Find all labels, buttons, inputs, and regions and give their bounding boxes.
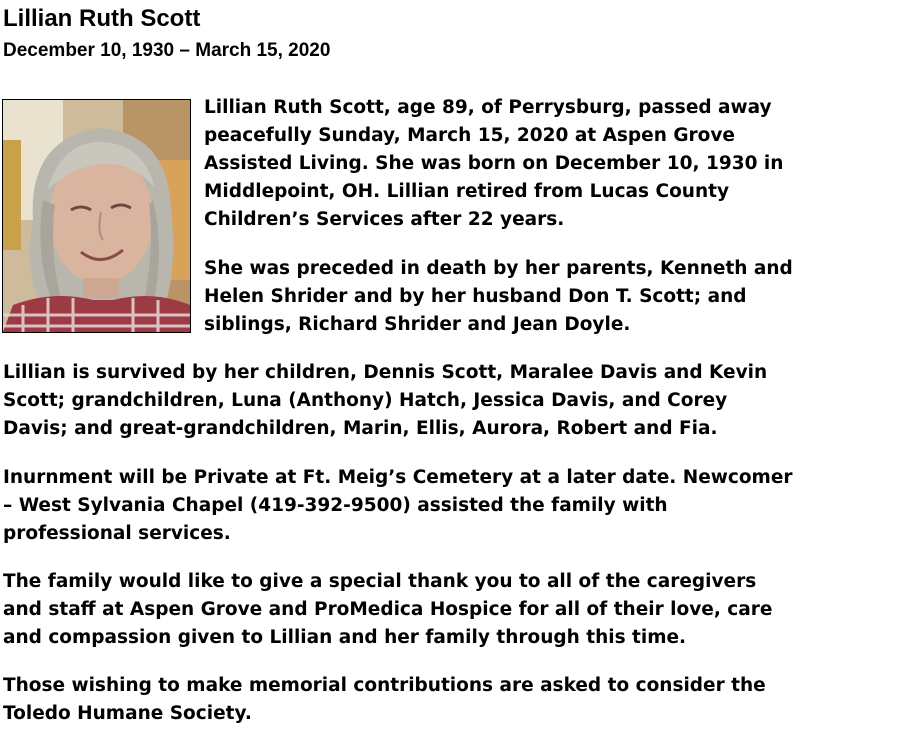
text-line: Helen Shrider and by her husband Don T. Scott; and [204, 286, 747, 307]
life-dates: December 10, 1930 – March 15, 2020 [3, 40, 331, 61]
text-line: and compassion given to Lillian and her family through this time. [3, 627, 687, 648]
paragraph-thank-you [3, 568, 772, 652]
paragraph-memorial-contributions [3, 672, 766, 728]
text-line: Children’s Services after 22 years. [204, 209, 565, 230]
paragraph-preceded-in-death [204, 255, 793, 339]
text-line: She was preceded in death by her parents, Kenneth and [204, 258, 793, 279]
paragraph-survived-by [3, 359, 767, 443]
text-line: Davis; and great-grandchildren, Marin, Ellis, Aurora, Robert and Fia. [3, 418, 718, 439]
text-line: professional services. [3, 523, 231, 544]
text-line: Assisted Living. She was born on December 10, 1930 in [204, 153, 784, 174]
text-line: and staff at Aspen Grove and ProMedica Hospice for all of their love, care [3, 599, 773, 620]
text-line: – West Sylvania Chapel (419-392-9500) assisted the family with [3, 495, 668, 516]
text-line: siblings, Richard Shrider and Jean Doyle. [204, 314, 631, 335]
text-line: Those wishing to make memorial contributions are asked to consider the [3, 675, 766, 696]
portrait-photo [2, 99, 191, 333]
text-line: Lillian is survived by her children, Dennis Scott, Maralee Davis and Kevin [3, 362, 768, 383]
text-line: The family would like to give a special thank you to all of the caregivers [3, 571, 757, 592]
paragraph-biography [204, 94, 783, 234]
text-line: Scott; grandchildren, Luna (Anthony) Hatch, Jessica Davis, and Corey [3, 390, 728, 411]
paragraph-inurnment [3, 464, 792, 548]
text-line: Middlepoint, OH. Lillian retired from Lucas County [204, 181, 730, 202]
text-line: Toledo Humane Society. [3, 703, 252, 724]
text-line: Inurnment will be Private at Ft. Meig’s Cemetery at a later date. Newcomer [3, 467, 793, 488]
obituary-name: Lillian Ruth Scott [3, 5, 201, 32]
text-line: Lillian Ruth Scott, age 89, of Perrysburg, passed away [204, 97, 772, 118]
text-line: peacefully Sunday, March 15, 2020 at Aspen Grove [204, 125, 735, 146]
portrait-illustration [3, 100, 190, 332]
